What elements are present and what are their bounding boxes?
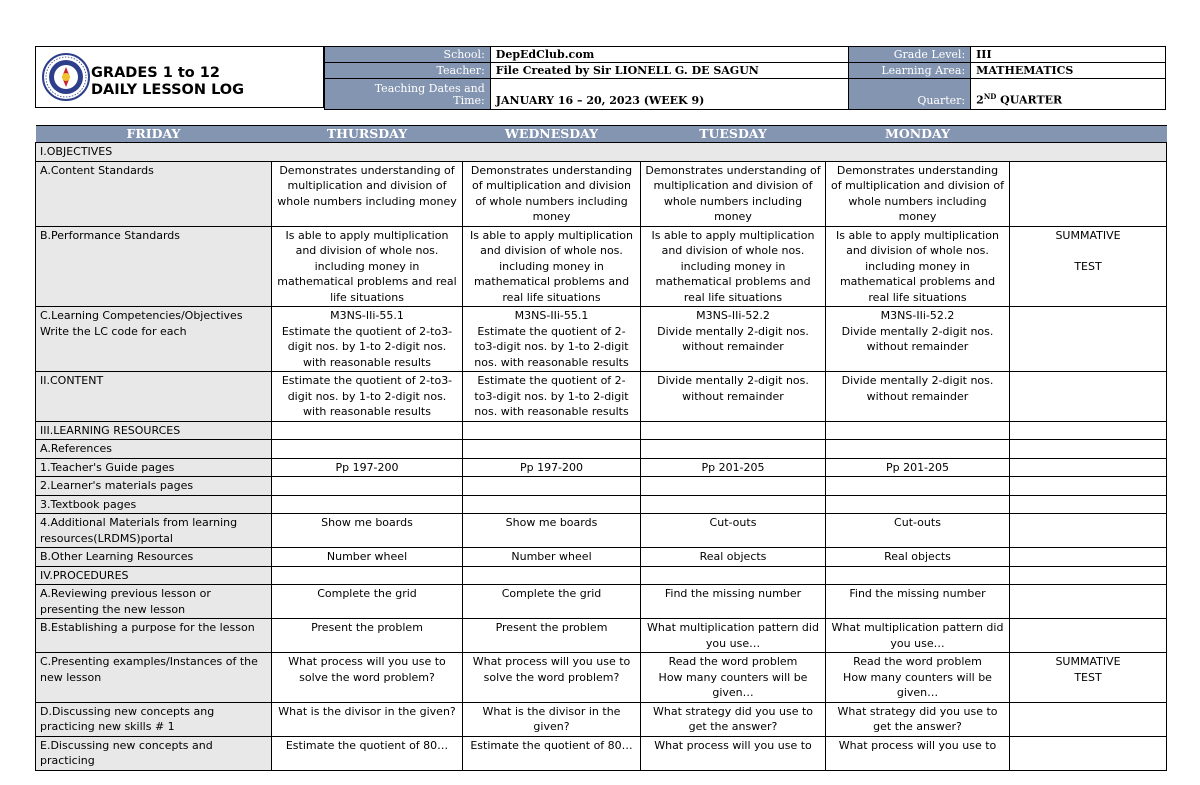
row-label: B.Performance Standards: [36, 226, 272, 307]
cell-tuesday: Read the word problem How many counters will be given…: [826, 653, 1010, 703]
cell-thursday: Show me boards: [463, 514, 641, 548]
cell-tuesday: Divide mentally 2-digit nos. without remainder: [826, 372, 1010, 422]
cell-friday: Pp 197-200: [272, 458, 463, 477]
title-line-1: GRADES 1 to 12: [91, 65, 220, 81]
cell-monday: [1010, 514, 1167, 548]
table-row: [36, 566, 1167, 585]
dates-value: JANUARY 16 – 20, 2023 (WEEK 9): [490, 79, 849, 110]
cell-wednesday: What strategy did you use to get the answer?: [641, 702, 826, 736]
table-row: [36, 477, 1167, 496]
cell-friday: [272, 421, 463, 440]
dates-label: [325, 79, 491, 110]
cell-thursday: [463, 421, 641, 440]
quarter-text: QUARTER: [1000, 94, 1063, 107]
cell-monday: [1010, 477, 1167, 496]
table-row: [36, 440, 1167, 459]
cell-thursday: M3NS-IIi-55.1 Estimate the quotient of 2-to3-digit nos. by 1-to 2-digit nos. with reasonable results: [463, 307, 641, 372]
cell-monday: [1010, 619, 1167, 653]
day-blank: [1010, 126, 1167, 143]
cell-wednesday: [641, 566, 826, 585]
cell-friday: Present the problem: [272, 619, 463, 653]
table-row: [36, 548, 1167, 567]
cell-tuesday: M3NS-IIi-52.2 Divide mentally 2-digit nos. without remainder: [826, 307, 1010, 372]
day-header-row: [36, 126, 1167, 143]
row-label: 2.Learner's materials pages: [36, 477, 272, 496]
day-tuesday: TUESDAY: [641, 126, 826, 143]
row-label: C.Presenting examples/Instances of the new lesson: [36, 653, 272, 703]
log-body: [36, 126, 1167, 771]
info-table: [324, 46, 1166, 110]
row-label: E.Discussing new concepts and practicing: [36, 736, 272, 770]
dates-label-line-2: Time:: [453, 94, 485, 107]
row-label: II.CONTENT: [36, 372, 272, 422]
table-row: [36, 702, 1167, 736]
cell-wednesday: What multiplication pattern did you use…: [641, 619, 826, 653]
grade-label: Grade Level:: [849, 47, 971, 63]
row-label: B.Establishing a purpose for the lesson: [36, 619, 272, 653]
row-label: 1.Teacher's Guide pages: [36, 458, 272, 477]
cell-tuesday: [826, 495, 1010, 514]
cell-wednesday: What process will you use to: [641, 736, 826, 770]
daily-lesson-log-table: [35, 125, 1167, 771]
cell-friday: [272, 440, 463, 459]
table-row: [36, 495, 1167, 514]
cell-thursday: Estimate the quotient of 80…: [463, 736, 641, 770]
row-label: III.LEARNING RESOURCES: [36, 421, 272, 440]
day-wednesday: WEDNESDAY: [463, 126, 641, 143]
cell-wednesday: Cut-outs: [641, 514, 826, 548]
cell-thursday: Demonstrates understanding of multiplication and division of whole numbers including money: [463, 161, 641, 226]
cell-friday: What process will you use to solve the word problem?: [272, 653, 463, 703]
quarter-suffix: ND: [983, 92, 997, 102]
cell-monday: [1010, 566, 1167, 585]
quarter-number: 2: [976, 94, 984, 107]
cell-friday: [272, 495, 463, 514]
row-label: C.Learning Competencies/Objectives Write the LC code for each: [36, 307, 272, 372]
table-row: [36, 585, 1167, 619]
cell-thursday: [463, 566, 641, 585]
cell-friday: [272, 566, 463, 585]
cell-tuesday: Find the missing number: [826, 585, 1010, 619]
cell-monday: [1010, 736, 1167, 770]
cell-tuesday: [826, 440, 1010, 459]
quarter-label: Quarter:: [849, 79, 971, 110]
school-label: School:: [325, 47, 491, 63]
day-thursday: THURSDAY: [272, 126, 463, 143]
cell-monday: [1010, 421, 1167, 440]
cell-thursday: [463, 440, 641, 459]
cell-friday: What is the divisor in the given?: [272, 702, 463, 736]
table-row: [36, 736, 1167, 770]
row-label: B.Other Learning Resources: [36, 548, 272, 567]
cell-wednesday: Find the missing number: [641, 585, 826, 619]
cell-monday: [1010, 495, 1167, 514]
row-label: A.Reviewing previous lesson or presenting the new lesson: [36, 585, 272, 619]
cell-wednesday: [641, 477, 826, 496]
cell-tuesday: [826, 421, 1010, 440]
area-label: Learning Area:: [849, 63, 971, 79]
cell-monday: [1010, 161, 1167, 226]
cell-friday: Show me boards: [272, 514, 463, 548]
table-row: [36, 372, 1167, 422]
row-label: 3.Textbook pages: [36, 495, 272, 514]
section-label: I.OBJECTIVES: [36, 143, 1167, 162]
cell-thursday: [463, 495, 641, 514]
cell-wednesday: [641, 440, 826, 459]
cell-monday: [1010, 702, 1167, 736]
table-row: [36, 307, 1167, 372]
row-label: 4.Additional Materials from learning resources(LRDMS)portal: [36, 514, 272, 548]
cell-monday: [1010, 372, 1167, 422]
brand-box: [35, 46, 324, 108]
deped-seal-icon: [41, 52, 91, 102]
cell-wednesday: Pp 201-205: [641, 458, 826, 477]
cell-wednesday: Read the word problem How many counters will be given…: [641, 653, 826, 703]
day-friday: FRIDAY: [36, 126, 272, 143]
table-row: [36, 421, 1167, 440]
table-row: [36, 161, 1167, 226]
cell-thursday: Number wheel: [463, 548, 641, 567]
cell-wednesday: Divide mentally 2-digit nos. without remainder: [641, 372, 826, 422]
cell-monday: [1010, 548, 1167, 567]
cell-monday: [1010, 585, 1167, 619]
table-row: [36, 143, 1167, 162]
cell-tuesday: [826, 477, 1010, 496]
quarter-value: [971, 79, 1166, 110]
cell-friday: Complete the grid: [272, 585, 463, 619]
cell-thursday: What is the divisor in the given?: [463, 702, 641, 736]
day-monday: MONDAY: [826, 126, 1010, 143]
title-line-2: DAILY LESSON LOG: [91, 82, 245, 98]
grade-value: III: [971, 47, 1166, 63]
teacher-label: Teacher:: [325, 63, 491, 79]
row-label: A.References: [36, 440, 272, 459]
cell-monday: SUMMATIVE TEST: [1010, 653, 1167, 703]
cell-friday: Demonstrates understanding of multiplication and division of whole numbers including money: [272, 161, 463, 226]
cell-thursday: [463, 477, 641, 496]
cell-wednesday: Is able to apply multiplication and division of whole nos. including money in mathematical problems and real life situations: [641, 226, 826, 307]
cell-tuesday: What strategy did you use to get the answer?: [826, 702, 1010, 736]
lesson-log-header: [35, 46, 1166, 110]
cell-friday: Is able to apply multiplication and division of whole nos. including money in mathematical problems and real life situations: [272, 226, 463, 307]
cell-tuesday: Demonstrates understanding of multiplication and division of whole numbers including money: [826, 161, 1010, 226]
cell-friday: Number wheel: [272, 548, 463, 567]
cell-wednesday: M3NS-IIi-52.2 Divide mentally 2-digit nos. without remainder: [641, 307, 826, 372]
cell-tuesday: What process will you use to: [826, 736, 1010, 770]
cell-thursday: Present the problem: [463, 619, 641, 653]
cell-thursday: Estimate the quotient of 2-to3-digit nos. by 1-to 2-digit nos. with reasonable results: [463, 372, 641, 422]
document-title: [91, 65, 244, 99]
cell-wednesday: Real objects: [641, 548, 826, 567]
row-label: A.Content Standards: [36, 161, 272, 226]
cell-tuesday: Cut-outs: [826, 514, 1010, 548]
cell-monday: [1010, 458, 1167, 477]
table-row: [36, 514, 1167, 548]
row-label: IV.PROCEDURES: [36, 566, 272, 585]
cell-monday: SUMMATIVE TEST: [1010, 226, 1167, 307]
cell-tuesday: Real objects: [826, 548, 1010, 567]
area-value: MATHEMATICS: [971, 63, 1166, 79]
cell-monday: [1010, 307, 1167, 372]
cell-friday: M3NS-IIi-55.1 Estimate the quotient of 2-to3-digit nos. by 1-to 2-digit nos. with reasonable results: [272, 307, 463, 372]
cell-friday: [272, 477, 463, 496]
row-label: D.Discussing new concepts ang practicing new skills # 1: [36, 702, 272, 736]
cell-monday: [1010, 440, 1167, 459]
table-row: [36, 619, 1167, 653]
cell-thursday: Pp 197-200: [463, 458, 641, 477]
cell-tuesday: What multiplication pattern did you use…: [826, 619, 1010, 653]
cell-tuesday: [826, 566, 1010, 585]
cell-friday: Estimate the quotient of 80…: [272, 736, 463, 770]
cell-wednesday: [641, 421, 826, 440]
cell-thursday: Complete the grid: [463, 585, 641, 619]
school-value: DepEdClub.com: [490, 47, 849, 63]
cell-wednesday: [641, 495, 826, 514]
table-row: [36, 653, 1167, 703]
cell-tuesday: Pp 201-205: [826, 458, 1010, 477]
table-row: [36, 458, 1167, 477]
teacher-value: File Created by Sir LIONELL G. DE SAGUN: [490, 63, 849, 79]
cell-thursday: What process will you use to solve the word problem?: [463, 653, 641, 703]
cell-wednesday: Demonstrates understanding of multiplication and division of whole numbers including money: [641, 161, 826, 226]
cell-thursday: Is able to apply multiplication and division of whole nos. including money in mathematical problems and real life situations: [463, 226, 641, 307]
table-row: [36, 226, 1167, 307]
cell-tuesday: Is able to apply multiplication and division of whole nos. including money in mathematical problems and real life situations: [826, 226, 1010, 307]
dates-label-line-1: Teaching Dates and: [374, 82, 485, 95]
cell-friday: Estimate the quotient of 2-to3-digit nos. by 1-to 2-digit nos. with reasonable results: [272, 372, 463, 422]
